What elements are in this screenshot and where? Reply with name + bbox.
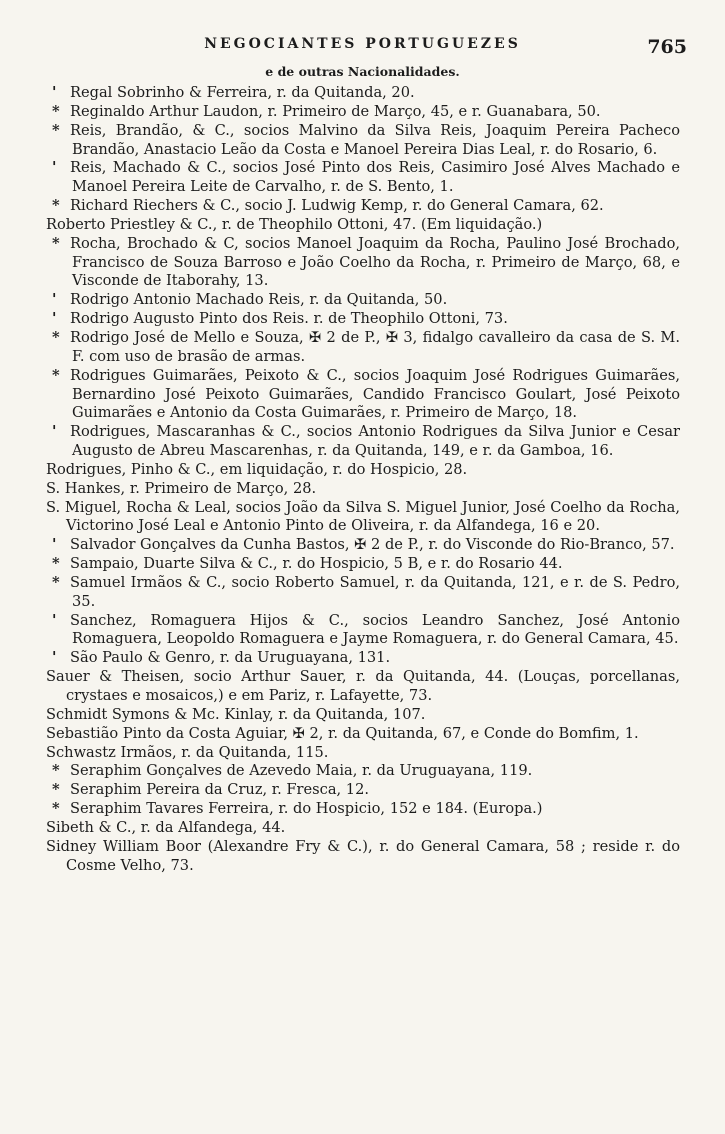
directory-entry — [46, 744, 680, 763]
entry-marker: * — [52, 102, 60, 120]
directory-entry — [46, 706, 680, 725]
entry-text: Rodrigo Augusto Pinto dos Reis. r. de Theophilo Ottoni, 73. — [70, 310, 508, 328]
entry-text: Sampaio, Duarte Silva & C., r. do Hospicio, 5 B, e r. do Rosario 44. — [70, 555, 563, 573]
directory-entry — [46, 649, 680, 668]
directory-entry — [46, 555, 680, 574]
entry-text: Sebastião Pinto da Costa Aguiar, ✠ 2, r. da Quitanda, 67, e Conde do Bomfim, 1. — [46, 724, 639, 742]
directory-entry-list — [46, 84, 680, 875]
entry-marker: * — [52, 197, 60, 215]
directory-entry — [46, 781, 680, 800]
entry-text: Seraphim Gonçalves de Azevedo Maia, r. da Uruguayana, 119. — [70, 762, 533, 780]
page-number: 765 — [647, 36, 687, 58]
directory-entry — [46, 291, 680, 310]
entry-text: Salvador Gonçalves da Cunha Bastos, ✠ 2 de P., r. do Visconde do Rio-Branco, 57. — [70, 536, 675, 554]
directory-entry — [46, 536, 680, 555]
entry-marker: * — [52, 121, 60, 139]
entry-text: Sauer & Theisen, socio Arthur Sauer, r. da Quitanda, 44. (Louças, porcellanas, crystaes e mosaicos,) e em Pariz, r. Lafayette, 73. — [46, 668, 680, 704]
entry-text: Reginaldo Arthur Laudon, r. Primeiro de Março, 45, e r. Guanabara, 50. — [70, 102, 601, 120]
entry-text: Sibeth & C., r. da Alfandega, 44. — [46, 818, 286, 836]
directory-entry — [46, 235, 680, 292]
directory-entry — [46, 612, 680, 650]
entry-marker: * — [52, 781, 60, 799]
directory-entry — [46, 668, 680, 706]
entry-text: Reis, Machado & C., socios José Pinto dos Reis, Casimiro José Alves Machado e Manoel Pereira Leite de Carvalho, r. de S. Bento, 1. — [70, 159, 680, 196]
directory-entry — [46, 329, 680, 367]
directory-entry — [46, 159, 680, 197]
entry-text: Regal Sobrinho & Ferreira, r. da Quitanda, 20. — [70, 84, 415, 101]
directory-entry — [46, 499, 680, 537]
directory-entry — [46, 84, 680, 103]
directory-entry — [46, 216, 680, 235]
page-header-subtitle: e de outras Nacionalidades. — [265, 64, 460, 79]
directory-entry — [46, 367, 680, 424]
entry-marker: ' — [52, 536, 57, 554]
entry-marker: ' — [52, 291, 57, 309]
entry-text: Rodrigo Antonio Machado Reis, r. da Quitanda, 50. — [70, 291, 448, 309]
entry-text: Roberto Priestley & C., r. de Theophilo Ottoni, 47. (Em liquidação.) — [46, 215, 543, 233]
directory-entry — [46, 480, 680, 499]
entry-marker: ' — [52, 310, 57, 328]
entry-marker: ' — [52, 423, 57, 441]
entry-marker: * — [52, 573, 60, 591]
directory-entry — [46, 819, 680, 838]
entry-text: Seraphim Tavares Ferreira, r. do Hospicio, 152 e 184. (Europa.) — [70, 800, 543, 818]
directory-entry — [46, 725, 680, 744]
directory-entry — [46, 310, 680, 329]
entry-text: Rodrigues, Pinho & C., em liquidação, r. do Hospicio, 28. — [46, 460, 468, 478]
directory-entry — [46, 461, 680, 480]
entry-marker: * — [52, 328, 60, 346]
directory-entry — [46, 800, 680, 819]
directory-entry — [46, 122, 680, 160]
entry-text: Rodrigo José de Mello e Souza, ✠ 2 de P., ✠ 3, fidalgo cavalleiro da casa de S. M. F. com uso de brasão de armas. — [70, 328, 680, 365]
entry-marker: ' — [52, 159, 57, 177]
directory-entry — [46, 762, 680, 781]
entry-text: São Paulo & Genro, r. da Uruguayana, 131. — [70, 649, 391, 667]
entry-text: Schwastz Irmãos, r. da Quitanda, 115. — [46, 743, 329, 761]
entry-text: Rodrigues Guimarães, Peixoto & C., socios Joaquim José Rodrigues Guimarães, Bernardino José Peixoto Guimarães, Candido Francisco Goulart, José Peixoto Guimarães e Antonio da Costa Guimarães, r. Primeiro de Março, 18. — [70, 366, 680, 422]
entry-text: Schmidt Symons & Mc. Kinlay, r. da Quitanda, 107. — [46, 705, 426, 723]
entry-text: Richard Riechers & C., socio J. Ludwig Kemp, r. do General Camara, 62. — [70, 197, 604, 215]
page-header-title: NEGOCIANTES PORTUGUEZES — [204, 36, 521, 52]
entry-marker: * — [52, 800, 60, 818]
entry-text: S. Miguel, Rocha & Leal, socios João da Silva S. Miguel Junior, José Coelho da Rocha, Victorino José Leal e Antonio Pinto de Oliveira, r. da Alfandega, 16 e 20. — [46, 498, 680, 535]
directory-entry — [46, 838, 680, 876]
directory-entry — [46, 197, 680, 216]
directory-entry — [46, 103, 680, 122]
entry-text: Samuel Irmãos & C., socio Roberto Samuel, r. da Quitanda, 121, e r. de S. Pedro, 35. — [70, 573, 680, 610]
entry-marker: ' — [52, 649, 57, 667]
entry-marker: ' — [52, 84, 57, 101]
entry-marker: * — [52, 555, 60, 573]
entry-text: Sanchez, Romaguera Hijos & C., socios Leandro Sanchez, José Antonio Romaguera, Leopoldo Romaguera e Jayme Romaguera, r. do General Camara, 45. — [70, 611, 680, 648]
entry-marker: ' — [52, 611, 57, 629]
entry-text: S. Hankes, r. Primeiro de Março, 28. — [46, 479, 317, 497]
directory-entry — [46, 574, 680, 612]
entry-text: Reis, Brandão, & C., socios Malvino da Silva Reis, Joaquim Pereira Pacheco Brandão, Anastacio Leão da Costa e Manoel Pereira Dias Leal, r. do Rosario, 6. — [70, 121, 680, 158]
entry-marker: * — [52, 366, 60, 384]
entry-text: Rocha, Brochado & C, socios Manoel Joaquim da Rocha, Paulino José Brochado, Francisco de Souza Barroso e João Coelho da Rocha, r. Primeiro de Março, 68, e Visconde de Itaborahy, 13. — [70, 234, 680, 290]
directory-entry — [46, 423, 680, 461]
entry-text: Rodrigues, Mascaranhas & C., socios Antonio Rodrigues da Silva Junior e Cesar Augusto de Abreu Mascarenhas, r. da Quitanda, 149, e r. da Gamboa, 16. — [70, 423, 680, 460]
entry-marker: * — [52, 234, 60, 252]
entry-text: Sidney William Boor (Alexandre Fry & C.), r. do General Camara, 58 ; reside r. do Cosme Velho, 73. — [46, 837, 680, 874]
entry-marker: * — [52, 762, 60, 780]
entry-text: Seraphim Pereira da Cruz, r. Fresca, 12. — [70, 781, 370, 799]
